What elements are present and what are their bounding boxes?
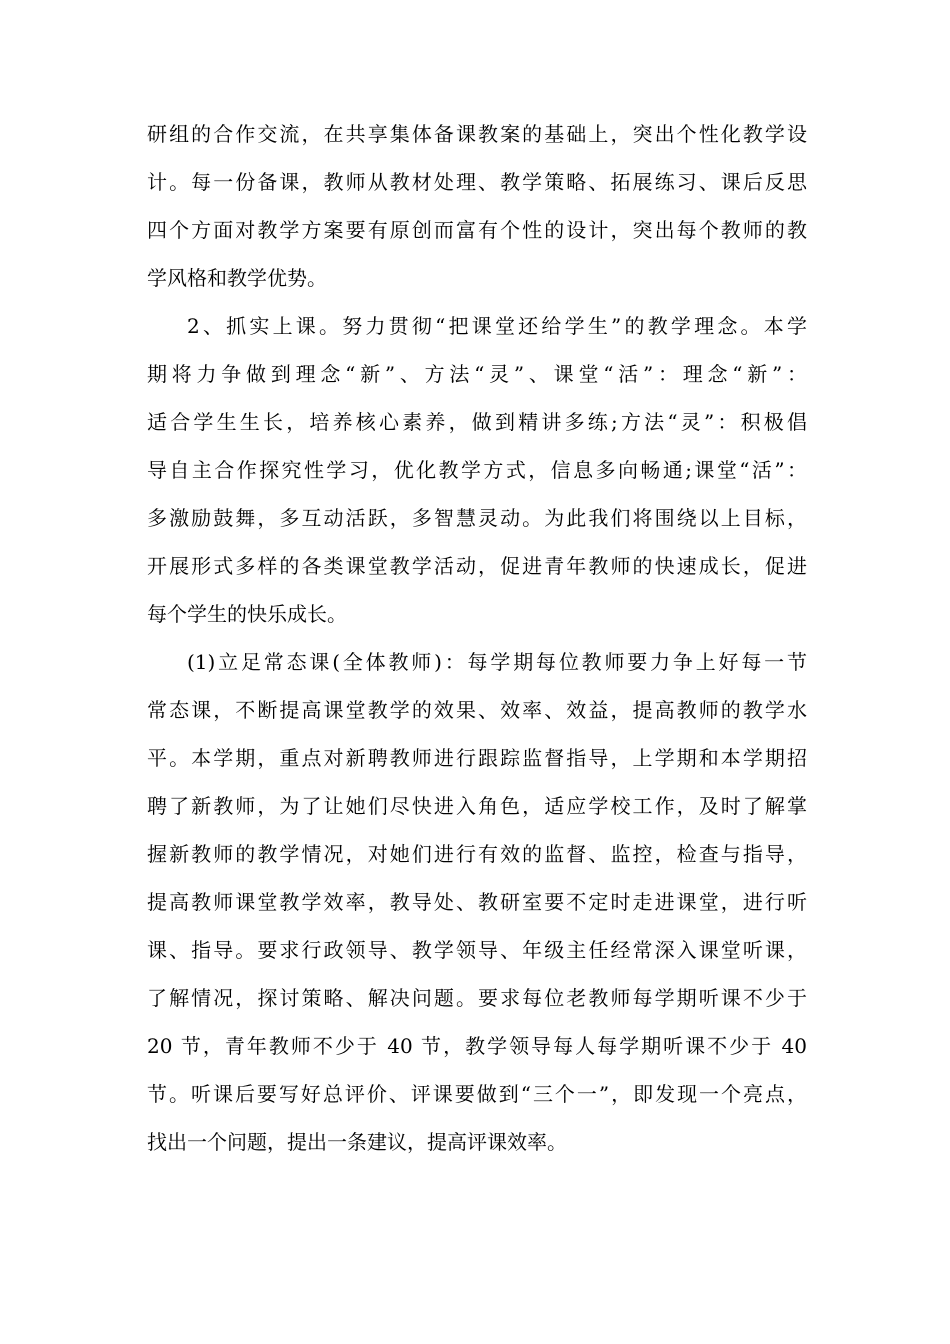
text-line: 计。每一份备课，教师从教材处理、教学策略、拓展练习、课后反思	[147, 170, 807, 194]
paragraph	[147, 638, 807, 1166]
text-line: 学风格和教学优势。	[147, 266, 327, 290]
text-line: 适合学生生长，培养核心素养，做到精讲多练;方法“灵”：积极倡	[147, 410, 807, 434]
text-line: 20 节，青年教师不少于 40 节，教学领导每人每学期听课不少于 40	[147, 1034, 807, 1058]
text-line: 研组的合作交流，在共享集体备课教案的基础上，突出个性化教学设	[147, 122, 807, 146]
text-line: 多激励鼓舞，多互动活跃，多智慧灵动。为此我们将围绕以上目标，	[147, 506, 807, 530]
text-line: 课、指导。要求行政领导、教学领导、年级主任经常深入课堂听课，	[147, 938, 807, 962]
text-line: 四个方面对教学方案要有原创而富有个性的设计，突出每个教师的教	[147, 218, 807, 242]
text-line: 常态课，不断提高课堂教学的效果、效率、效益，提高教师的教学水	[147, 698, 807, 722]
text-line: 了解情况，探讨策略、解决问题。要求每位老教师每学期听课不少于	[147, 986, 807, 1010]
text-line: (1)立足常态课(全体教师)：每学期每位教师要力争上好每一节	[187, 650, 807, 674]
text-line: 开展形式多样的各类课堂教学活动，促进青年教师的快速成长，促进	[147, 554, 807, 578]
text-line: 2、抓实上课。努力贯彻“把课堂还给学生”的教学理念。本学	[187, 314, 807, 338]
text-line: 导自主合作探究性学习，优化教学方式，信息多向畅通;课堂“活”：	[147, 458, 807, 482]
paragraph	[147, 110, 807, 302]
text-line: 期将力争做到理念“新”、方法“灵”、课堂“活”：理念“新”：	[147, 362, 807, 386]
paragraph	[147, 302, 807, 638]
text-line: 提高教师课堂教学效率，教导处、教研室要不定时走进课堂，进行听	[147, 890, 807, 914]
text-line: 聘了新教师，为了让她们尽快进入角色，适应学校工作，及时了解掌	[147, 794, 807, 818]
text-line: 握新教师的教学情况，对她们进行有效的监督、监控，检查与指导，	[147, 842, 807, 866]
text-line: 节。听课后要写好总评价、评课要做到“三个一”，即发现一个亮点，	[147, 1082, 807, 1106]
text-line: 每个学生的快乐成长。	[147, 602, 347, 626]
text-line: 平。本学期，重点对新聘教师进行跟踪监督指导，上学期和本学期招	[147, 746, 807, 770]
document-body	[147, 110, 807, 1166]
text-line: 找出一个问题，提出一条建议，提高评课效率。	[147, 1130, 567, 1154]
